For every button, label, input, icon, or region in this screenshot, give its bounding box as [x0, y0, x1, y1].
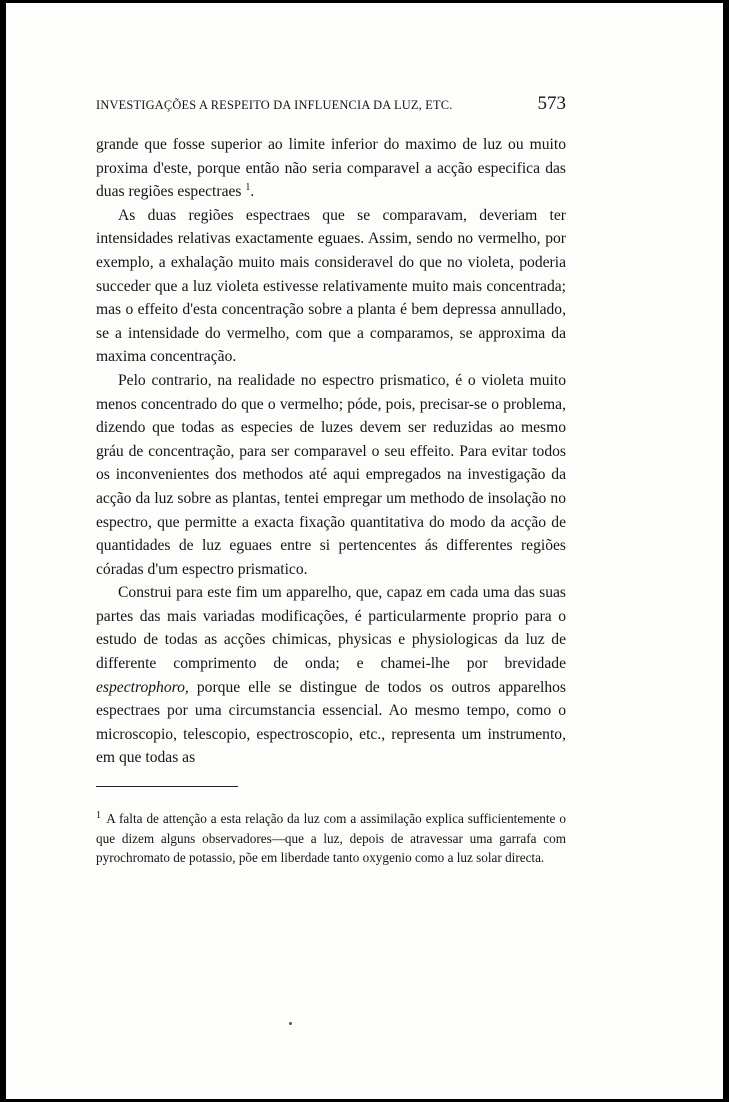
paragraph-2: As duas regiões espectraes que se comparavam, deveriam ter intensidades relativas exactamente eguaes. Assim, sendo no vermelho, por exemplo, a exhalação muito mais consideravel do que no violeta, poderia succeder que a luz violeta estivesse relativamente muito mais concentrada; mas o effeito d'esta concentração sobre a planta é bem depressa annullado, se a intensidade do vermelho, com que a comparamos, se approxima da maxima concentração. — [96, 206, 566, 366]
paragraph-3: Pelo contrario, na realidade no espectro prismatico, é o violeta muito menos concentrado do que o vermelho; póde, pois, precisar-se o problema, dizendo que todas as especies de luzes devem ser reduzidas ao mesmo gráu de concentração, para ser comparavel o seu effeito. Para evitar todos os inconvenientes dos methodos até aqui empregados na investigação da acção da luz sobre as plantas, tentei empregar um methodo de insolação no espectro, que permitte a exacta fixação quantitativa do modo da acção de quantidades de luz eguaes entre si pertencentes ás differentes regiões córadas d'um espectro prismatico. — [96, 371, 566, 578]
document-page — [96, 93, 566, 868]
paper-speck — [289, 1022, 292, 1025]
running-header — [96, 93, 566, 119]
paragraph-1 — [96, 133, 566, 204]
footnote-reference: 1 — [245, 182, 251, 193]
footnote — [96, 809, 566, 868]
paragraph-4-text: Construi para este fim um apparelho, que, capaz em cada uma das suas partes das mais variadas modificações, é particularmente proprio para o estudo de todas as acções chimicas, physicas e physiologicas da luz de differente comprimento de onda; e chamei-lhe por brevidade — [96, 584, 566, 673]
paragraph-4 — [96, 581, 566, 770]
footnote-number: 1 — [96, 809, 101, 821]
paragraph-1-end: . — [250, 183, 255, 201]
paragraph-1-text: grande que fosse superior ao limite inferior do maximo de luz ou muito proxima d'este, porque então não seria comparavel a acção especifica das duas regiões espectraes — [96, 136, 566, 201]
page-number: 573 — [537, 93, 566, 114]
footnote-paragraph — [96, 809, 566, 868]
running-title: INVESTIGAÇÕES A RESPEITO DA INFLUENCIA DA LUZ, ETC. — [96, 98, 453, 112]
body-text — [96, 133, 566, 770]
footnote-rule — [96, 786, 238, 787]
footnote-text: A falta de attenção a esta relação da luz com a assimilação explica sufficientemente o que dizem alguns observadores—que a luz, depois de atravessar uma garrafa com pyrochromato de potassio, põe em liberdade tanto oxygenio como a luz solar directa. — [96, 811, 566, 866]
italic-term: espectrophoro, — [96, 678, 189, 696]
paragraph-4-end: porque elle se distingue de todos os outros apparelhos espectraes por uma circumstancia essencial. Ao mesmo tempo, como o microscopio, telescopio, espectroscopio, etc., representa um instrumento, em que todas as — [96, 678, 566, 767]
